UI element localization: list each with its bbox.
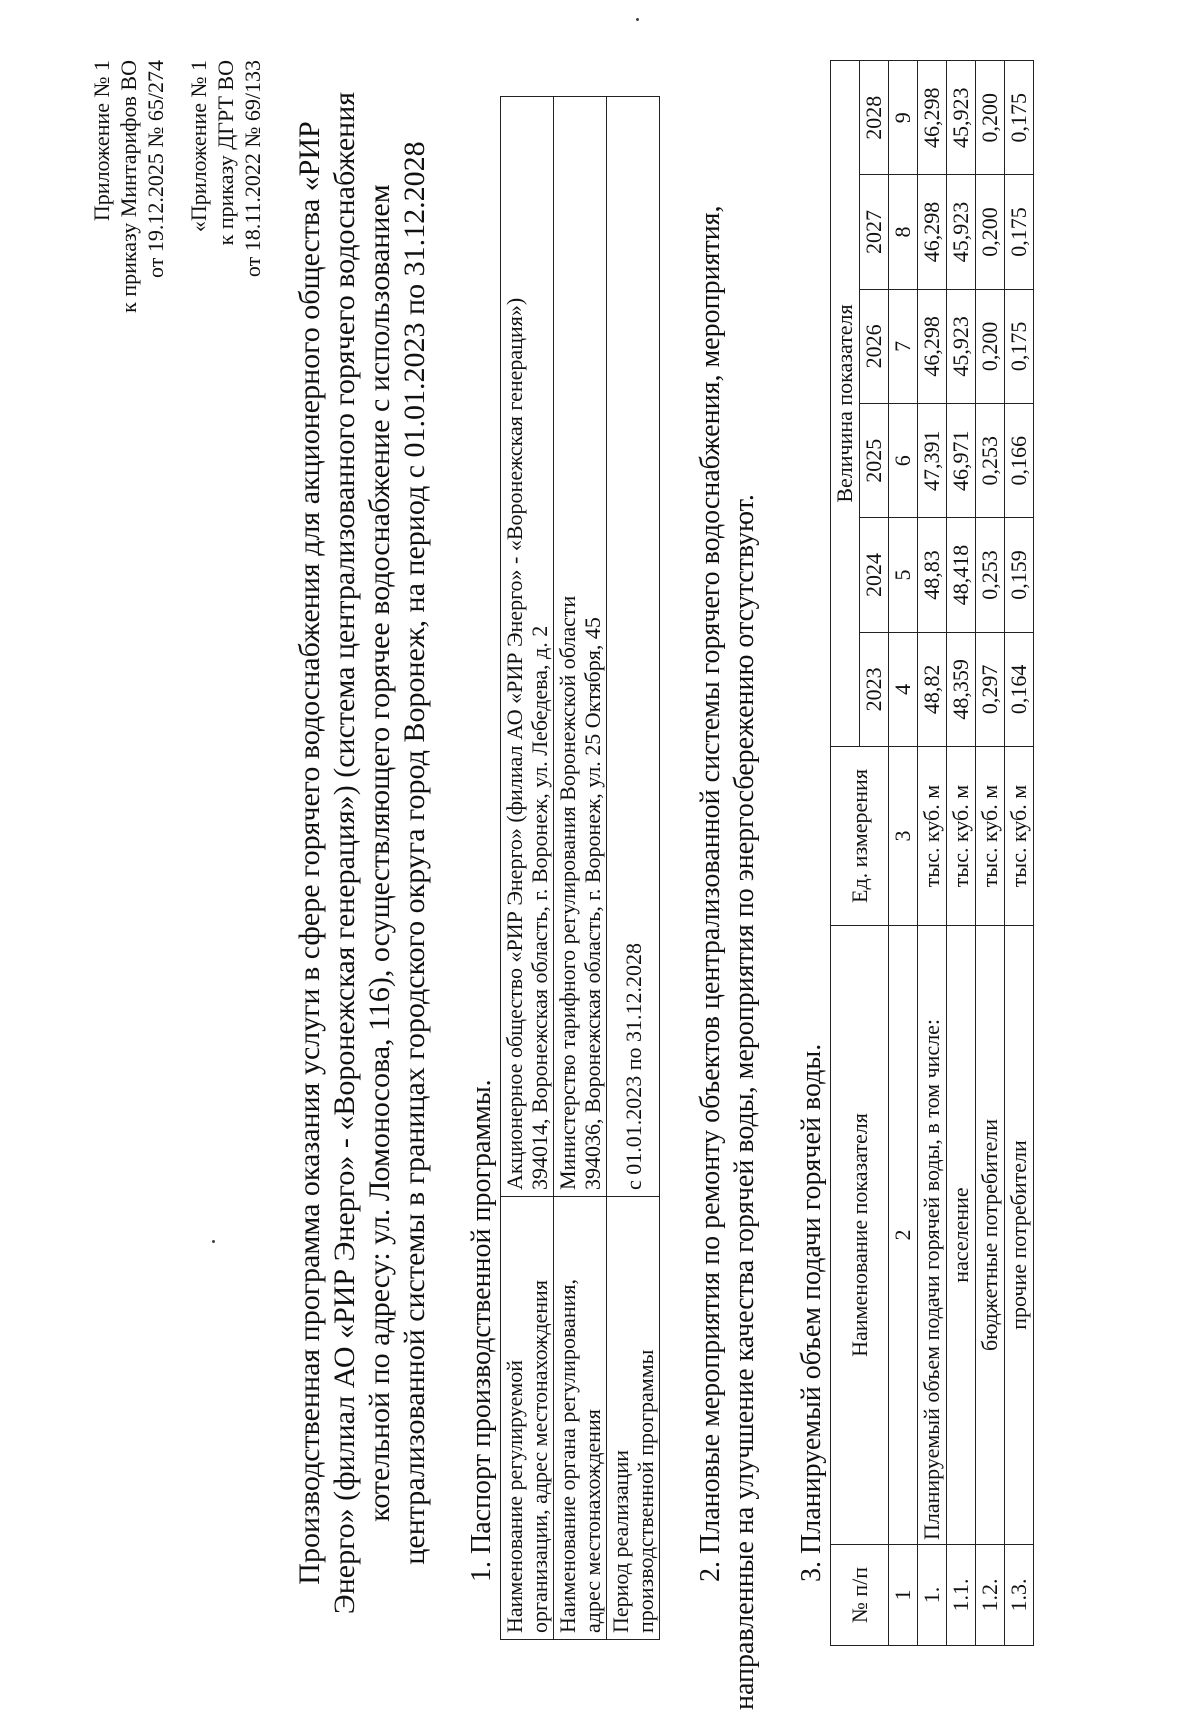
value-cell: 47,391 xyxy=(918,404,947,518)
row-unit: тыс. куб. м xyxy=(918,747,947,926)
value-cell: 0,297 xyxy=(976,632,1005,746)
value-cell: 0,253 xyxy=(976,404,1005,518)
header-unit: Ед. измерения xyxy=(831,747,889,926)
index-cell: 5 xyxy=(889,518,918,632)
value-cell: 0,200 xyxy=(976,175,1005,289)
cell-line: производственной программы xyxy=(633,1349,658,1633)
header-line: Приложение № 1 xyxy=(89,60,114,222)
row-unit: тыс. куб. м xyxy=(976,747,1005,926)
table-cell xyxy=(501,97,554,1197)
header-line: «Приложение № 1 xyxy=(186,60,211,233)
row-name: прочие потребители xyxy=(1005,926,1034,1545)
passport-table xyxy=(500,96,660,1640)
header-value: Величина показателя xyxy=(831,61,860,747)
cell-line: Наименование органа регулирования, xyxy=(555,1279,580,1633)
value-cell: 0,200 xyxy=(976,61,1005,175)
index-cell: 6 xyxy=(889,404,918,518)
index-cell: 3 xyxy=(889,747,918,926)
table-header-row xyxy=(831,61,860,1646)
value-cell: 0,200 xyxy=(976,289,1005,403)
index-cell: 1 xyxy=(889,1545,918,1646)
value-cell: 46,298 xyxy=(918,61,947,175)
table-row xyxy=(607,97,660,1640)
row-name: Планируемый объем подачи горячей воды, в том числе: xyxy=(918,926,947,1545)
cell-line: 394014, Воронежская область, г. Воронеж, ул. Лебедева, д. 2 xyxy=(527,625,552,1190)
value-cell: 0,175 xyxy=(1005,61,1034,175)
value-cell: 48,83 xyxy=(918,518,947,632)
header-line: к приказу Минтарифов ВО xyxy=(116,60,141,313)
table-row xyxy=(918,61,947,1646)
section1-heading: 1. Паспорт производственной программы. xyxy=(466,1079,497,1582)
year-cell: 2023 xyxy=(860,632,889,746)
header-line: от 19.12.2025 № 65/274 xyxy=(143,60,168,278)
row-num: 1.2. xyxy=(976,1545,1005,1646)
cell-line: 394036, Воронежская область, г. Воронеж, ул. 25 Октября, 45 xyxy=(580,617,605,1190)
paragraph-line: 2. Плановые мероприятия по ремонту объектов централизованной системы горячего водоснабжения, мероприятия, xyxy=(695,205,726,1582)
row-unit: тыс. куб. м xyxy=(947,747,976,926)
table-row xyxy=(554,97,607,1640)
value-cell: 45,923 xyxy=(947,175,976,289)
value-cell: 45,923 xyxy=(947,289,976,403)
cell-line: Министерство тарифного регулирования Воронежской области xyxy=(555,595,580,1190)
header-line: от 18.11.2022 № 69/133 xyxy=(240,60,265,278)
cell-line: Период реализации xyxy=(608,1449,633,1633)
table-row xyxy=(976,61,1005,1646)
table-cell xyxy=(607,1197,660,1640)
value-cell: 48,418 xyxy=(947,518,976,632)
year-cell: 2026 xyxy=(860,289,889,403)
header-name: Наименование показателя xyxy=(831,926,889,1545)
cell-line: организации, адрес местонахождения xyxy=(527,1280,552,1633)
cell-line: адрес местонахождения xyxy=(580,1409,605,1633)
scan-speck xyxy=(212,1240,215,1243)
value-cell: 45,923 xyxy=(947,61,976,175)
header-line: к приказу ДГРТ ВО xyxy=(213,60,238,246)
value-cell: 46,298 xyxy=(918,175,947,289)
header-num: № п/п xyxy=(831,1545,889,1646)
table-cell xyxy=(554,97,607,1197)
value-cell: 0,166 xyxy=(1005,404,1034,518)
value-cell: 46,971 xyxy=(947,404,976,518)
table-row xyxy=(501,97,554,1640)
paragraph-line: направленные на улучшение качества горячей воды, мероприятия по энергосбережению отсутствуют. xyxy=(729,494,760,1710)
row-name: население xyxy=(947,926,976,1545)
title-line: централизованной системы в границах городского округа город Воронеж, на период с 01.01.2023 по 31.12.2028 xyxy=(398,141,431,1565)
year-cell: 2027 xyxy=(860,175,889,289)
table-row xyxy=(947,61,976,1646)
title-line: котельной по адресу: ул. Ломоносова, 116), осуществляющего горячее водоснабжение с использованием xyxy=(363,184,396,1522)
index-cell: 4 xyxy=(889,632,918,746)
table-cell xyxy=(501,1197,554,1640)
row-num: 1.3. xyxy=(1005,1545,1034,1646)
index-cell: 9 xyxy=(889,61,918,175)
row-num: 1. xyxy=(918,1545,947,1646)
row-name: бюджетные потребители xyxy=(976,926,1005,1545)
value-cell: 48,359 xyxy=(947,632,976,746)
title-line: Производственная программа оказания услуги в сфере горячего водоснабжения для акционерного общества «РИР xyxy=(293,121,326,1585)
index-row xyxy=(889,61,918,1646)
cell-line: с 01.01.2023 по 31.12.2028 xyxy=(620,942,646,1190)
cell-line: Наименование регулируемой xyxy=(502,1359,527,1633)
section2-text xyxy=(694,60,762,1710)
value-cell: 0,164 xyxy=(1005,632,1034,746)
index-cell: 7 xyxy=(889,289,918,403)
value-cell: 0,253 xyxy=(976,518,1005,632)
year-cell: 2028 xyxy=(860,61,889,175)
row-unit: тыс. куб. м xyxy=(1005,747,1034,926)
volume-table xyxy=(830,60,1034,1646)
appendix-header xyxy=(88,60,266,1646)
year-cell: 2024 xyxy=(860,518,889,632)
value-cell: 0,175 xyxy=(1005,289,1034,403)
value-cell: 0,159 xyxy=(1005,518,1034,632)
table-row xyxy=(1005,61,1034,1646)
value-cell: 0,175 xyxy=(1005,175,1034,289)
section3-heading: 3. Планируемый объем подачи горячей воды. xyxy=(796,1043,827,1582)
document-title xyxy=(292,60,432,1646)
index-cell: 2 xyxy=(889,926,918,1545)
table-cell xyxy=(554,1197,607,1640)
year-cell: 2025 xyxy=(860,404,889,518)
value-cell: 48,82 xyxy=(918,632,947,746)
value-cell: 46,298 xyxy=(918,289,947,403)
title-line: Энерго» (филиал АО «РИР Энерго» - «Воронежская генерация») (система централизованного горячего водоснабжения xyxy=(328,91,361,1615)
table-cell xyxy=(607,97,660,1197)
row-num: 1.1. xyxy=(947,1545,976,1646)
index-cell: 8 xyxy=(889,175,918,289)
document xyxy=(88,60,1034,1710)
cell-line: Акционерное общество «РИР Энерго» (филиал АО «РИР Энерго» - «Воронежская генерация») xyxy=(502,297,527,1190)
scan-speck xyxy=(636,18,639,21)
